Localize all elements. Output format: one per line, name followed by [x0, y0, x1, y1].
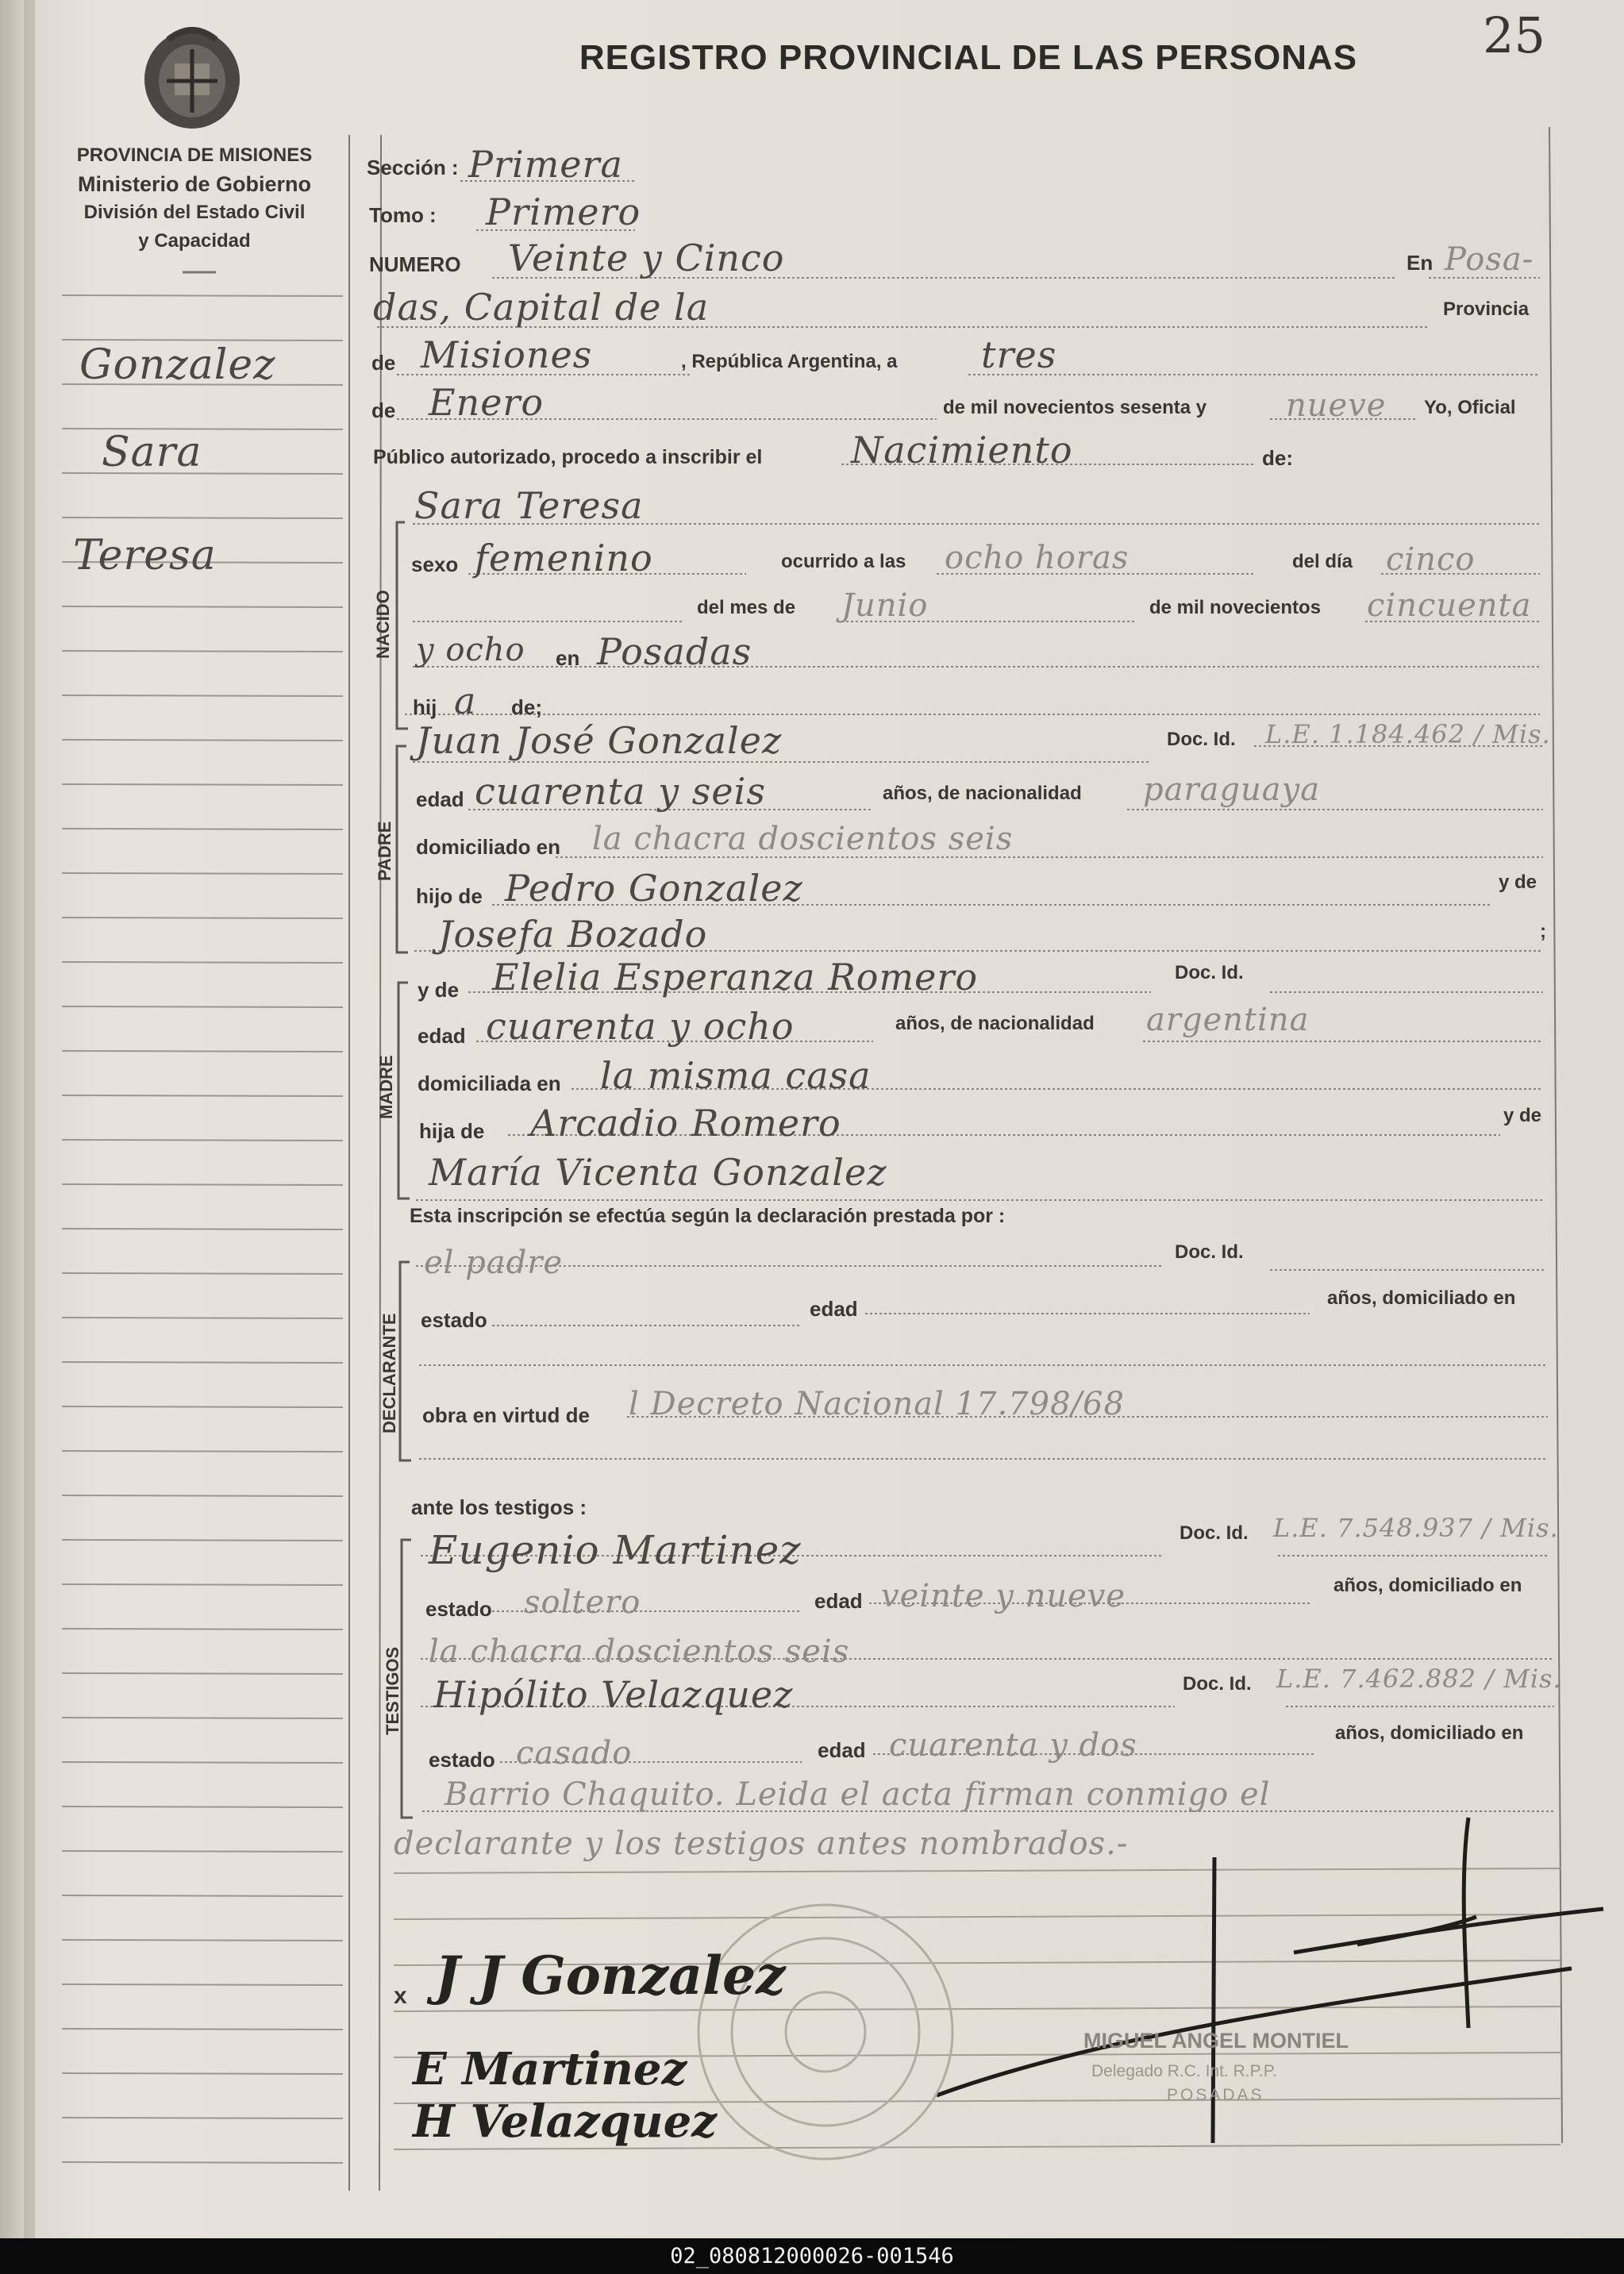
seccion-value: Primera [468, 143, 623, 186]
anio2-value: y ocho [416, 632, 525, 668]
declarante-name: el padre [424, 1245, 564, 1281]
testigo2-doc-value: L.E. 7.462.882 / Mis. [1276, 1664, 1562, 1694]
tomo-value: Primero [486, 190, 641, 233]
testigo1-doc-value: L.E. 7.548.937 / Mis. [1273, 1513, 1559, 1543]
day-value: tres [981, 333, 1057, 376]
madre-edad-value: cuarenta y ocho [486, 1005, 795, 1048]
margin-first-name: Sara [102, 429, 202, 476]
official-seal [698, 1905, 952, 2159]
testigo2-name: Hipólito Velazquez [433, 1673, 794, 1716]
image-id-footer: 02_080812000026-001546 [0, 2238, 1624, 2274]
padre-semicolon: ; [1540, 921, 1546, 942]
mes-value: Junio [841, 587, 929, 624]
cross-strike [937, 1818, 1603, 2143]
madre-section-label: MADRE [376, 1055, 396, 1119]
testigo2-estado-value: casado [516, 1735, 633, 1772]
provincia-label: Provincia [1443, 298, 1530, 320]
de2-label: de [371, 398, 396, 422]
declarante-section-label: DECLARANTE [379, 1313, 399, 1433]
testigo2-anios-label: años, domiciliado en [1335, 1722, 1524, 1744]
padre-y-de-label: y de [1499, 872, 1537, 893]
coat-of-arms-icon [137, 17, 248, 135]
padre-father: Pedro Gonzalez [505, 867, 803, 910]
padre-hijo-label: hijo de [416, 884, 483, 908]
testigo1-doc-label: Doc. Id. [1180, 1522, 1249, 1544]
sexo-value: femenino [475, 537, 653, 579]
closing-text: declarante y los testigos antes nombrados.- [394, 1826, 1129, 1862]
mil-label: de mil novecientos [1149, 597, 1322, 618]
hij-de-label: de; [511, 695, 542, 719]
margin-surname: Gonzalez [79, 341, 276, 389]
month-value: Enero [429, 381, 545, 424]
de-label: de [371, 351, 396, 375]
numero-label: NUMERO [369, 252, 461, 276]
republica-label: , República Argentina, a [681, 351, 898, 372]
lugar-en-label: en [556, 646, 580, 670]
de3-label: de: [1262, 446, 1293, 470]
testigo2-edad-value: cuarenta y dos [889, 1727, 1137, 1764]
anio-value: cincuenta [1367, 587, 1532, 624]
madre-dom-label: domiciliada en [418, 1072, 561, 1095]
hij-value: a [454, 679, 477, 722]
madre-doc-label: Doc. Id. [1175, 962, 1244, 983]
testigo2-doc-label: Doc. Id. [1183, 1673, 1252, 1695]
declarante-obra-label: obra en virtud de [422, 1403, 590, 1427]
padre-name: Juan José Gonzalez [416, 719, 783, 762]
margin-middle-name: Teresa [73, 532, 217, 579]
madre-hija-label: hija de [419, 1119, 485, 1143]
city-value: das, Capital de la [373, 286, 710, 329]
nacido-name: Sara Teresa [414, 484, 644, 527]
issuer-block [32, 141, 357, 256]
testigo1-estado-label: estado [425, 1597, 492, 1621]
testigo1-anios-label: años, domiciliado en [1333, 1575, 1522, 1596]
ocurrido-label: ocurrido a las [781, 551, 906, 572]
declarante-intro: Esta inscripción se efectúa según la declaración prestada por : [410, 1205, 1006, 1227]
signature-testigo1: E Martinez [413, 2043, 687, 2095]
declarante-estado-label: estado [421, 1308, 487, 1332]
official-stamp-name: MIGUEL ANGEL MONTIEL [1083, 2029, 1349, 2053]
dia-value: cinco [1386, 541, 1476, 578]
provincia-value: Misiones [421, 333, 593, 376]
lugar-value: Posadas [597, 630, 752, 673]
testigo1-estado-value: soltero [524, 1584, 641, 1621]
official-stamp-title: Delegado R.C. Int. R.P.P. [1091, 2062, 1277, 2080]
madre-y-de-label: y de [1503, 1105, 1542, 1126]
padre-mother: Josefa Bozado [438, 913, 708, 956]
padre-doc-value: L.E. 1.184.462 / Mis. [1265, 719, 1551, 749]
testigo2-dom-value: Barrio Chaquito. Leida el acta firman conmigo el [444, 1776, 1271, 1813]
mes-label: del mes de [697, 597, 796, 618]
testigo1-edad-value: veinte y nueve [881, 1578, 1126, 1614]
official-stamp-city: POSADAS [1167, 2086, 1264, 2104]
testigo2-edad-label: edad [818, 1738, 866, 1762]
signature-testigo2: H Velazquez [413, 2095, 718, 2148]
year-label: de mil novecientos sesenta y [943, 397, 1207, 418]
madre-nac-value: argentina [1146, 1002, 1310, 1038]
page-number: 25 [1483, 6, 1545, 64]
declarante-doc-label: Doc. Id. [1175, 1241, 1244, 1263]
madre-name: Elelia Esperanza Romero [492, 956, 979, 998]
madre-yde-label: y de [418, 978, 460, 1002]
testigos-intro: ante los testigos : [411, 1495, 587, 1519]
madre-edad-label: edad [418, 1024, 466, 1048]
padre-edad-value: cuarenta y seis [475, 770, 766, 813]
madre-dom-value: la misma casa [600, 1054, 872, 1097]
numero-value: Veinte y Cinco [508, 237, 785, 279]
madre-nac-label: años, de nacionalidad [895, 1013, 1095, 1034]
padre-doc-label: Doc. Id. [1167, 729, 1236, 750]
issuer-capacity: y Capacidad [138, 230, 251, 252]
document-title: REGISTRO PROVINCIAL DE LAS PERSONAS [579, 38, 1358, 77]
padre-dom-value: la chacra doscientos seis [592, 821, 1014, 857]
testigo1-edad-label: edad [814, 1589, 863, 1613]
sexo-label: sexo [411, 552, 459, 576]
declarante-edad-label: edad [810, 1297, 858, 1321]
testigos-section-label: TESTIGOS [383, 1646, 402, 1735]
padre-section-label: PADRE [375, 821, 394, 881]
issuer-ministry: Ministerio de Gobierno [77, 172, 312, 196]
issuer-division: División del Estado Civil [83, 202, 306, 223]
nacido-section-label: NACIDO [373, 590, 393, 659]
hij-label: hij [413, 695, 437, 719]
declarante-anios-label: años, domiciliado en [1327, 1287, 1516, 1309]
madre-father: Arcadio Romero [530, 1102, 841, 1145]
issuer-province: PROVINCIA DE MISIONES [76, 144, 313, 166]
testigo2-estado-label: estado [429, 1748, 495, 1772]
testigo1-name: Eugenio Martinez [429, 1527, 802, 1573]
tomo-label: Tomo : [369, 203, 437, 227]
testigo1-dom-value: la chacra doscientos seis [429, 1633, 850, 1670]
dia-label: del día [1292, 551, 1353, 572]
signature-declarante: J J Gonzalez [435, 1945, 786, 2007]
declarante-obra-value: l Decreto Nacional 17.798/68 [629, 1386, 1125, 1422]
madre-mother: María Vicenta Gonzalez [429, 1151, 887, 1194]
padre-nac-label: años, de nacionalidad [883, 783, 1082, 804]
seccion-label: Sección : [367, 156, 459, 179]
padre-dom-label: domiciliado en [416, 835, 561, 859]
year-value: nueve [1286, 387, 1387, 424]
oficial-label: Yo, Oficial [1424, 397, 1516, 418]
en-label: En [1407, 251, 1434, 275]
hora-value: ocho horas [945, 540, 1129, 576]
signature-mark: x [394, 1983, 407, 2009]
publico-label: Público autorizado, procedo a inscribir el [373, 446, 763, 468]
padre-nac-value: paraguaya [1143, 771, 1321, 808]
en-value: Posa- [1445, 241, 1534, 278]
padre-edad-label: edad [416, 787, 464, 811]
act-value: Nacimiento [851, 429, 1073, 471]
